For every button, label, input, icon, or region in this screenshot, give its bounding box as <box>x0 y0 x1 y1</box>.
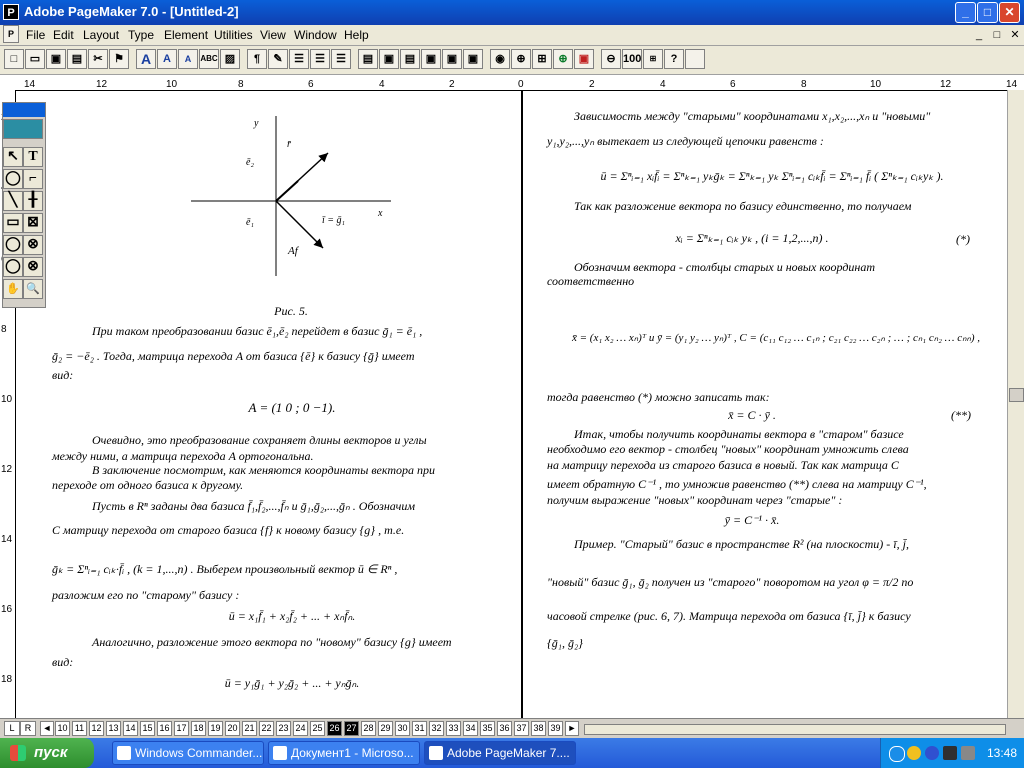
page-tab[interactable]: 36 <box>497 721 512 736</box>
h-ruler-tick: 14 <box>24 79 36 90</box>
scrollbar-thumb[interactable] <box>1009 388 1024 402</box>
system-tray <box>880 738 1024 768</box>
document-canvas[interactable] <box>16 91 1007 718</box>
bluetooth-icon[interactable] <box>925 746 939 760</box>
text-line: Пусть в Rⁿ заданы два базиса f̄₁,f̄₂,...,f̄ₙ и ḡ₁,ḡ₂,...,ḡₙ . Обозначим <box>92 499 416 513</box>
equation-new-basis: ū = y₁ḡ₁ + y₂ḡ₂ + ... + yₙḡₙ. <box>224 676 360 690</box>
globe-icon[interactable]: ⊕ <box>553 49 573 69</box>
text-line: необходимо его вектор - столбец "новых" координат умножить слева <box>547 442 909 456</box>
task-windows-commander[interactable] <box>112 741 264 765</box>
toolbox-titlebar[interactable] <box>3 103 45 117</box>
text-line: В заключение посмотрим, как меняются координаты вектора при <box>92 463 435 477</box>
figure-x-label: x <box>378 208 383 219</box>
indent-icon[interactable]: ☰ <box>310 49 330 69</box>
text-line: часовой стрелке (рис. 6, 7). Матрица перехода от базиса {ī, j̄} к базису <box>547 609 911 623</box>
rotate-tool-icon[interactable]: ◯ <box>3 169 23 189</box>
task-word-document[interactable] <box>268 741 420 765</box>
text-line: имеет обратную C⁻¹ , то умножив равенство (**) слева на матрицу C⁻¹, <box>547 477 927 491</box>
equation-double-star-tag: (**) <box>951 408 971 422</box>
zoom-tool-icon[interactable]: 🔍 <box>23 279 43 299</box>
vertical-scrollbar[interactable] <box>1007 90 1024 718</box>
equation-star: xᵢ = Σⁿₖ₌₁ cᵢₖ yₖ , (i = 1,2,...,n) . <box>675 231 829 245</box>
page-tab[interactable]: 11 <box>72 721 87 736</box>
page-tab[interactable]: 39 <box>548 721 563 736</box>
page-tab[interactable]: 14 <box>123 721 138 736</box>
page-tab-active[interactable]: 26 <box>327 721 342 736</box>
grid-icon[interactable]: ⊞ <box>532 49 552 69</box>
minimize-button[interactable]: _ <box>955 2 976 23</box>
page-tab[interactable]: 25 <box>310 721 325 736</box>
volume-icon[interactable] <box>961 746 975 760</box>
h-ruler-tick: 8 <box>801 79 807 90</box>
menu-window[interactable]: Window <box>294 28 337 42</box>
menu-edit[interactable]: Edit <box>53 28 74 42</box>
cut-icon[interactable]: ✂ <box>88 49 108 69</box>
text-line: Обозначим вектора - столбцы старых и новых координат <box>574 260 876 274</box>
page-tabs-bar <box>0 718 1024 739</box>
master-left-tab[interactable]: L <box>4 721 20 736</box>
text-line: Аналогично, разложение этого вектора по "новому" базису {g} имеет <box>92 635 452 649</box>
text-line: переходе от одного базиса к другому. <box>52 478 244 492</box>
text-line: тогда равенство (*) можно записать так: <box>547 390 770 404</box>
pointer-tool-icon[interactable]: ↖ <box>3 147 23 167</box>
page-tab[interactable]: 29 <box>378 721 393 736</box>
doc-restore-button[interactable]: □ <box>993 29 1001 41</box>
page-tab[interactable]: 28 <box>361 721 376 736</box>
find-icon[interactable]: ⚑ <box>109 49 129 69</box>
h-ruler-tick: 8 <box>238 79 244 90</box>
styles-icon[interactable]: ▤ <box>358 49 378 69</box>
v-ruler-tick: 16 <box>1 604 13 615</box>
open-icon[interactable]: ▭ <box>25 49 45 69</box>
page-tab[interactable]: 30 <box>395 721 410 736</box>
align-left-icon[interactable]: ☰ <box>289 49 309 69</box>
start-button[interactable] <box>0 738 94 768</box>
windows-flag-icon <box>10 745 26 761</box>
spell-check-icon[interactable]: ABC <box>199 49 219 69</box>
h-ruler-tick: 10 <box>166 79 178 90</box>
equation-vectors: x̄ = (x₁ x₂ … xₙ)ᵀ и ȳ = (y₁ y₂ … yₙ)ᵀ , C = (c₁₁ c₁₂ … c₁ₙ ; c₂₁ c₂₂ … c₂ₙ ; … ; cₙ₁ cₙ₂ … cₙₙ) , <box>572 332 981 344</box>
polygon-frame-tool-icon[interactable]: ⊗ <box>23 257 43 277</box>
h-ruler-tick: 4 <box>379 79 385 90</box>
menu-layout[interactable]: Layout <box>83 28 120 42</box>
text-line: Пример. "Старый" базис в пространстве R² (на плоскости) - ī, j̄, <box>574 537 909 551</box>
figure-caption: Рис. 5. <box>274 304 308 318</box>
ellipse-tool-icon[interactable]: ◯ <box>3 235 23 255</box>
text-line: Зависимость между "старыми" координатами x₁,x₂,...,xₙ и "новыми" <box>574 109 931 123</box>
fit-page-icon[interactable]: ? <box>664 49 684 69</box>
ellipse-frame-tool-icon[interactable]: ⊗ <box>23 235 43 255</box>
crop-tool-icon[interactable]: ⌐ <box>23 169 43 189</box>
new-icon[interactable]: □ <box>4 49 24 69</box>
link-icon[interactable]: ▣ <box>463 49 483 69</box>
clock: 13:48 <box>987 746 1018 760</box>
page-tab[interactable]: 10 <box>55 721 70 736</box>
v-ruler-tick: 8 <box>1 324 7 335</box>
horizontal-ruler[interactable] <box>0 75 1024 91</box>
text-line: Итак, чтобы получить координаты вектора в "старом" базисе <box>574 427 904 441</box>
equation-inverse: ȳ = C⁻¹ · x̄. <box>724 513 780 527</box>
zoom-in-icon[interactable]: ⊖ <box>601 49 621 69</box>
paragraph-icon[interactable]: ¶ <box>247 49 267 69</box>
help-icon[interactable] <box>685 49 705 69</box>
page-tab[interactable]: 38 <box>531 721 546 736</box>
page-tab[interactable]: 34 <box>463 721 478 736</box>
line-tool-icon[interactable]: ╲ <box>3 191 23 211</box>
matrix-a: A = (1 0 ; 0 −1). <box>248 400 336 415</box>
text-line: C матрицу перехода от старого базиса {f} к новому базису {g} , т.е. <box>52 523 405 537</box>
constrained-line-tool-icon[interactable]: ╂ <box>23 191 43 211</box>
color-icon[interactable]: ◉ <box>490 49 510 69</box>
text-line: y₁,y₂,...,yₙ вытекает из следующей цепочки равенств : <box>547 134 824 148</box>
equation-double-star: x̄ = C · ȳ . <box>728 408 776 422</box>
page-tab[interactable]: 23 <box>276 721 291 736</box>
font-icon[interactable]: A <box>136 49 156 69</box>
task-label: Adobe PageMaker 7.... <box>447 746 570 760</box>
image-icon[interactable]: ▣ <box>421 49 441 69</box>
text-line: на матрицу перехода из старого базиса в новый. Так как матрица C <box>547 458 899 472</box>
equation-star-tag: (*) <box>956 232 970 246</box>
place-icon[interactable]: ▣ <box>442 49 462 69</box>
app-icon[interactable]: P <box>3 4 19 20</box>
hand-tool-icon[interactable]: ✋ <box>3 279 23 299</box>
text-line: ḡₖ = Σⁿᵢ₌₁ cᵢₖ·f̄ᵢ , (k = 1,...,n) . Выберем произвольный вектор ū ∈ Rⁿ , <box>52 562 398 576</box>
v-ruler-tick: 14 <box>1 534 13 545</box>
text-line: Так как разложение вектора по базису единственно, то получаем <box>574 199 912 213</box>
document-icon[interactable]: P <box>3 25 19 43</box>
page-tab[interactable]: 16 <box>157 721 172 736</box>
layers-icon[interactable]: ▤ <box>400 49 420 69</box>
toolbar <box>0 46 1024 75</box>
close-button[interactable]: ✕ <box>999 2 1020 23</box>
text-line: {ḡ₁, ḡ₂} <box>547 636 583 650</box>
text-line: При таком преобразовании базис ē₁,ē₂ перейдет в базис ḡ₁ = ē₁ , <box>92 324 423 338</box>
scroll-right-icon[interactable]: ► <box>565 721 579 736</box>
maximize-button[interactable]: □ <box>977 2 998 23</box>
menu-help[interactable]: Help <box>344 28 369 42</box>
polygon-tool-icon[interactable]: ◯ <box>3 257 23 277</box>
page-tab[interactable]: 17 <box>174 721 189 736</box>
text-line: между ними, а матрица перехода A ортогональна. <box>52 449 314 463</box>
outdent-icon[interactable]: ☰ <box>331 49 351 69</box>
text-line: вид: <box>52 368 74 382</box>
page-tab[interactable]: 12 <box>89 721 104 736</box>
preview-icon[interactable]: ⊕ <box>511 49 531 69</box>
app-icon <box>117 746 131 760</box>
menu-view[interactable]: View <box>260 28 286 42</box>
network-icon[interactable] <box>889 746 905 762</box>
page-tab-active[interactable]: 27 <box>344 721 359 736</box>
page-tab[interactable]: 13 <box>106 721 121 736</box>
page-tab[interactable]: 19 <box>208 721 223 736</box>
page-tab[interactable]: 24 <box>293 721 308 736</box>
text-line: получим выражение "новых" координат через "старые" : <box>547 493 843 507</box>
pdf-icon[interactable]: ▣ <box>574 49 594 69</box>
pagemaker-icon <box>429 746 443 760</box>
v-ruler-tick: 12 <box>1 464 13 475</box>
menu-bar <box>0 25 1024 46</box>
actual-size-icon[interactable]: ⊞ <box>643 49 663 69</box>
text-tool-icon[interactable]: T <box>23 147 43 167</box>
scroll-left-icon[interactable]: ◄ <box>40 721 54 736</box>
at-sign-icon[interactable] <box>907 746 921 760</box>
h-ruler-tick: 14 <box>1006 79 1018 90</box>
rectangle-tool-icon[interactable]: ▭ <box>3 213 23 233</box>
task-label: Документ1 - Microso... <box>291 746 414 760</box>
figure-r-label: r̄ <box>287 139 291 150</box>
menu-utilities[interactable]: Utilities <box>214 28 253 42</box>
menu-element[interactable]: Element <box>164 28 209 42</box>
menu-file[interactable]: File <box>26 28 46 42</box>
text-line: вид: <box>52 655 74 669</box>
color-swatch-icon[interactable] <box>3 119 43 139</box>
menu-type[interactable]: Type <box>128 28 155 42</box>
h-ruler-tick: 10 <box>870 79 882 90</box>
doc-close-button[interactable]: ✕ <box>1010 29 1020 41</box>
font-smaller-icon[interactable]: A <box>178 49 198 69</box>
save-icon[interactable]: ▣ <box>46 49 66 69</box>
h-ruler-tick: 2 <box>589 79 595 90</box>
equation-old-basis: ū = x₁f̄₁ + x₂f̄₂ + ... + xₙf̄ₙ. <box>228 609 356 623</box>
text-line: Очевидно, это преобразование сохраняет длины векторов и углы <box>92 433 427 447</box>
horizontal-scrollbar[interactable] <box>584 724 1006 735</box>
text-line: соответственно <box>547 274 635 288</box>
print-icon[interactable]: ▤ <box>67 49 87 69</box>
start-label: пуск <box>34 744 68 761</box>
figure-af-label: Af <box>288 245 298 257</box>
doc-minimize-button[interactable]: _ <box>975 29 983 41</box>
h-ruler-tick: 6 <box>308 79 314 90</box>
title-bar[interactable] <box>0 0 1024 25</box>
text-line: "новый" базис ḡ₁, ḡ₂ получен из "старого" поворотом на угол φ = π/2 по <box>547 575 914 589</box>
font-larger-icon[interactable]: A <box>157 49 177 69</box>
zoom-out-icon[interactable]: 100 <box>622 49 642 69</box>
h-ruler-tick: 4 <box>660 79 666 90</box>
h-ruler-tick: 6 <box>730 79 736 90</box>
figure-e2-label: ē₂ <box>246 157 254 168</box>
h-ruler-tick: 12 <box>96 79 108 90</box>
page-tab[interactable]: 15 <box>140 721 155 736</box>
window-title: Adobe PageMaker 7.0 - [Untitled-2] <box>24 4 239 19</box>
page-tab[interactable]: 21 <box>242 721 257 736</box>
task-label: Windows Commander... <box>135 746 263 760</box>
page-tab[interactable]: 31 <box>412 721 427 736</box>
toolbox-palette[interactable] <box>2 102 46 308</box>
page-tab[interactable]: 22 <box>259 721 274 736</box>
page-tab[interactable]: 32 <box>429 721 444 736</box>
taskbar <box>0 738 1024 768</box>
figure-e1-label: ē₁ <box>246 217 254 228</box>
h-ruler-tick: 12 <box>940 79 952 90</box>
edit-story-icon[interactable]: ✎ <box>268 49 288 69</box>
h-ruler-tick: 0 <box>518 79 524 90</box>
page-divider <box>521 91 523 718</box>
page-tab[interactable]: 18 <box>191 721 206 736</box>
page-tab[interactable]: 35 <box>480 721 495 736</box>
figure-y-label: y <box>254 118 259 129</box>
word-icon <box>273 746 287 760</box>
tools-icon[interactable] <box>943 746 957 760</box>
frame-icon[interactable]: ▣ <box>379 49 399 69</box>
v-ruler-tick: 18 <box>1 674 13 685</box>
rectangle-frame-tool-icon[interactable]: ⊠ <box>23 213 43 233</box>
page-tab[interactable]: 37 <box>514 721 529 736</box>
equation-chain: ū = Σⁿᵢ₌₁ xᵢf̄ᵢ = Σⁿₖ₌₁ yₖḡₖ = Σⁿₖ₌₁ yₖ Σⁿᵢ₌₁ cᵢₖf̄ᵢ = Σⁿᵢ₌₁ f̄ᵢ ( Σⁿₖ₌₁ cᵢₖyₖ ). <box>600 169 944 183</box>
page-tab[interactable]: 33 <box>446 721 461 736</box>
figure-i-label: ī = ḡ₁ <box>322 215 346 226</box>
master-right-tab[interactable]: R <box>20 721 36 736</box>
task-pagemaker[interactable] <box>424 741 576 765</box>
text-line: ḡ₂ = −ē₂ . Тогда, матрица перехода A от базиса {ē} к базису {ḡ} имеет <box>52 349 415 363</box>
h-ruler-tick: 2 <box>449 79 455 90</box>
fill-icon[interactable]: ▨ <box>220 49 240 69</box>
text-line: разложим его по "старому" базису : <box>52 588 240 602</box>
v-ruler-tick: 10 <box>1 394 13 405</box>
page-tab[interactable]: 20 <box>225 721 240 736</box>
